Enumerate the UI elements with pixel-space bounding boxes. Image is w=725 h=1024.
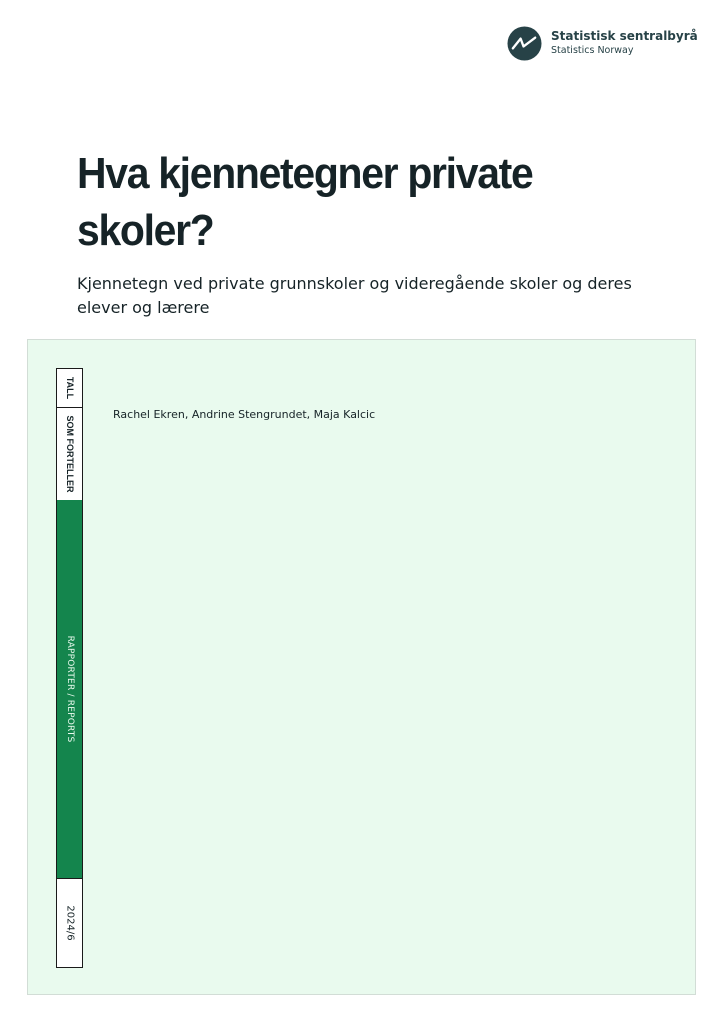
logo-name: Statistisk sentralbyrå bbox=[551, 29, 698, 43]
report-title: Hva kjennetegner private skoler? bbox=[77, 149, 533, 255]
ssb-logo-mark-icon bbox=[507, 26, 542, 61]
spine-series-label: RAPPORTER / REPORTS bbox=[64, 635, 75, 743]
spine-segment-tall bbox=[57, 369, 82, 408]
spine-report-number: 2024/6 bbox=[64, 904, 75, 941]
authors: Rachel Ekren, Andrine Stengrundet, Maja Kalcic bbox=[113, 408, 376, 421]
spine-label-tall: TALL bbox=[64, 376, 75, 400]
logo-text bbox=[551, 29, 698, 57]
series-spine bbox=[56, 368, 83, 968]
cover-panel bbox=[27, 339, 696, 995]
spine-label-som-forteller: SOM FORTELLER bbox=[64, 415, 75, 493]
ssb-logo bbox=[507, 25, 698, 61]
spine-segment-series bbox=[57, 500, 82, 878]
spine-segment-number bbox=[57, 878, 82, 966]
spine-segment-som-forteller bbox=[57, 408, 82, 500]
report-subtitle: Kjennetegn ved private grunnskoler og videregående skoler og deres elever og lærere bbox=[77, 274, 632, 317]
logo-subtitle: Statistics Norway bbox=[551, 45, 634, 56]
